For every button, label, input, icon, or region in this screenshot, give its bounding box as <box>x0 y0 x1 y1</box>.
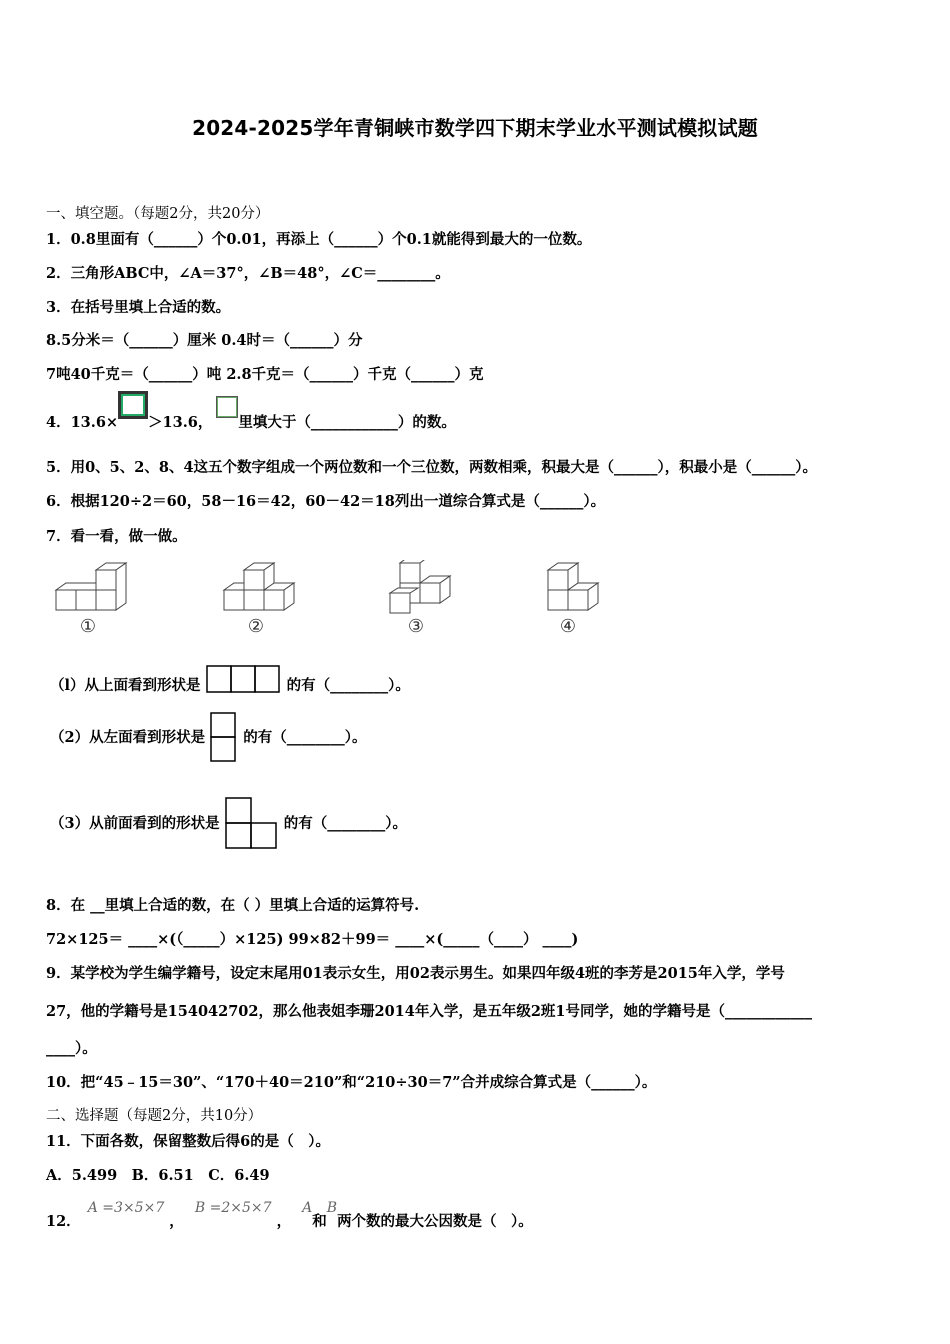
question-7-3-start: （3）从前面看到的形状是 <box>50 815 220 832</box>
question-7: 7．看一看，做一做。 <box>46 528 187 545</box>
question-4-end: 里填大于（____________）的数。 <box>238 414 456 431</box>
question-12-number: 12． <box>46 1213 81 1230</box>
section-heading-2: 二、选择题（每题2分，共10分） <box>46 1108 263 1124</box>
figure-label-3: ③ <box>407 616 425 637</box>
question-2: 2．三角形ABC中，∠A＝37°，∠B＝48°，∠C＝________。 <box>46 265 450 282</box>
variable-b: B <box>326 1200 338 1216</box>
comma-2: ， <box>276 1213 292 1230</box>
question-4-start: 4．13.6× <box>46 414 119 431</box>
figure-label-1: ① <box>79 616 97 637</box>
top-view-shape <box>206 665 282 693</box>
figure-label-2: ② <box>247 616 265 637</box>
answer-box-large <box>118 391 148 419</box>
question-7-2 <box>50 726 366 778</box>
formula-a: A =3×5×7 <box>87 1200 165 1216</box>
comma-1: ， <box>169 1213 184 1230</box>
question-8: 8．在 __里填上合适的数，在（ ）里填上合适的运算符号. <box>46 897 420 914</box>
question-7-1-end: 的有（________）。 <box>286 677 410 694</box>
page-title: 2024-2025学年青铜峡市数学四下期末学业水平测试模拟试题 <box>192 116 758 140</box>
front-view-shape <box>225 797 279 851</box>
question-7-2-end: 的有（________）。 <box>243 729 367 746</box>
question-8-part-a: 72×125＝ ____×(（_____）×125) 99×82＋99＝ ____×(_____（____） ____) <box>46 931 579 948</box>
question-11: 11．下面各数，保留整数后得6的是（ ）。 <box>46 1133 331 1150</box>
question-1: 1．0.8里面有（______）个0.01，再添上（______）个0.1就能得到最大的一位数。 <box>46 231 592 248</box>
variable-a: A <box>302 1200 313 1216</box>
question-3-part-b: 7吨40千克＝（______）吨 2.8千克＝（______）千克（______）克 <box>46 366 484 383</box>
question-12-end: 两个数的最大公因数是（ ）。 <box>337 1213 533 1230</box>
question-12 <box>46 1196 533 1230</box>
question-7-3-end: 的有（________）。 <box>283 815 407 832</box>
answer-box-small <box>216 396 238 418</box>
question-7-2-start: （2）从左面看到形状是 <box>50 729 206 746</box>
question-9-line-1: 9．某学校为学生编学籍号，设定末尾用01表示女生，用02表示男生。如果四年级4班的李芳是2015年入学，学号 <box>46 965 785 982</box>
cube-figures <box>46 560 626 642</box>
question-5: 5．用0、5、2、8、4这五个数字组成一个两位数和一个三位数，两数相乘，积最大是（______），积最小是（______）。 <box>46 459 818 476</box>
formula-b: B =2×5×7 <box>194 1200 272 1216</box>
question-10: 10．把“45﹣15＝30”、“170＋40＝210”和“210÷30＝7”合并成综合算式是（______）。 <box>46 1074 657 1091</box>
question-6: 6．根据120÷2＝60，58－16＝42，60－42＝18列出一道综合算式是（______）。 <box>46 493 606 510</box>
conjunction: 和 <box>312 1213 327 1230</box>
cube-figure-2 <box>224 563 294 610</box>
question-4 <box>46 395 456 431</box>
question-3: 3．在括号里填上合适的数。 <box>46 299 231 316</box>
cube-figure-4 <box>548 563 598 610</box>
question-3-part-a: 8.5分米＝（______）厘米 0.4时＝（______）分 <box>46 332 363 349</box>
question-7-1 <box>50 667 410 695</box>
cube-figure-1 <box>56 563 126 610</box>
question-9-line-3: ____）。 <box>46 1040 97 1057</box>
question-9-line-2: 27，他的学籍号是154042702，那么他表姐李珊2014年入学，是五年级2班1号同学，她的学籍号是（____________ <box>46 1003 813 1020</box>
question-11-options: A．5.499 B．6.51 C．6.49 <box>46 1167 270 1184</box>
question-7-3 <box>50 809 407 863</box>
section-heading-1: 一、填空题。（每题2分，共20分） <box>46 206 270 222</box>
left-view-shape <box>210 712 238 764</box>
question-7-1-start: （l）从上面看到形状是 <box>50 677 201 694</box>
cube-figure-3 <box>390 560 450 613</box>
figure-label-4: ④ <box>559 616 577 637</box>
question-4-middle: ＞13.6， <box>148 414 213 431</box>
